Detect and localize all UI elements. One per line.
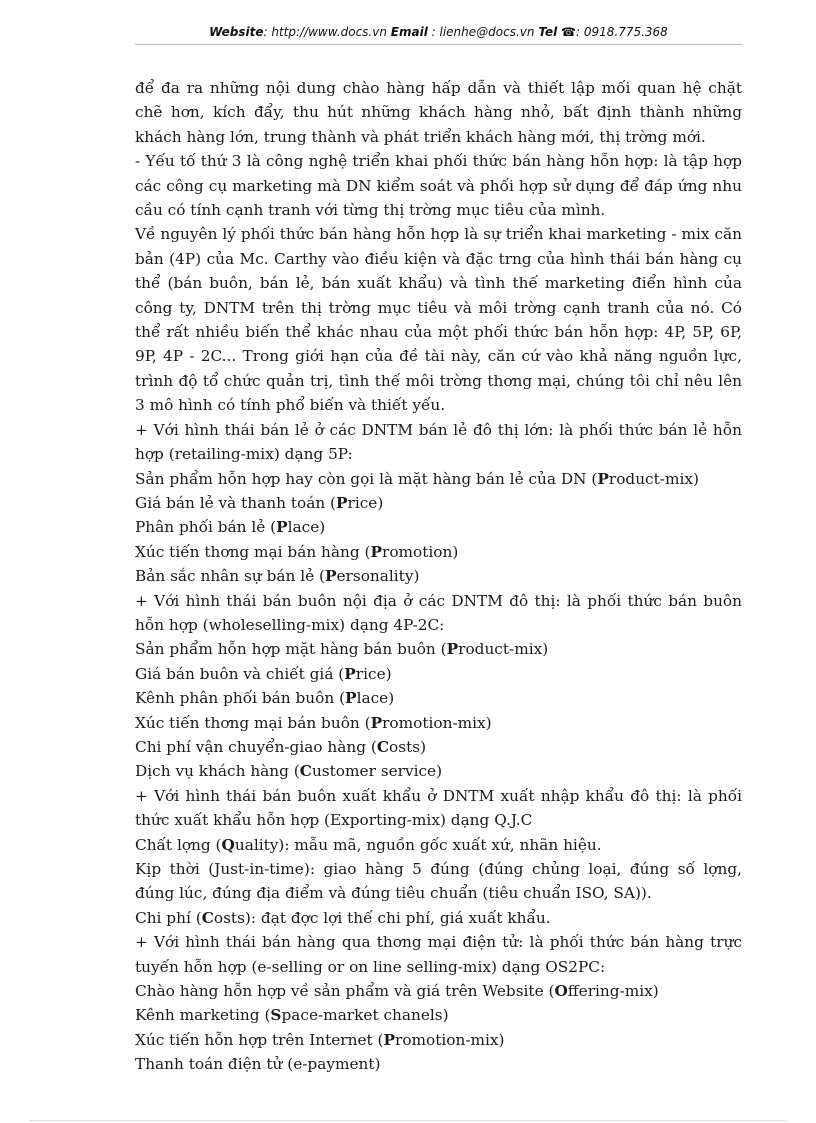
list-item	[135, 540, 742, 564]
list-item-key: C	[201, 908, 214, 927]
list-item-text: lace)	[356, 689, 395, 708]
list-item-key: P	[336, 493, 348, 512]
list-item-text: romotion)	[382, 542, 459, 561]
list-item-text: Xúc tiến thơng mại bán buôn (	[135, 713, 371, 732]
header-divider	[135, 44, 742, 45]
list-item-text: ustomer service)	[311, 762, 443, 781]
list-item-key: C	[299, 762, 312, 781]
list-item-text: Phân phối bán lẻ (	[135, 518, 277, 537]
list-item-text: Xúc tiến thơng mại bán hàng (	[135, 542, 371, 561]
list-item	[135, 637, 742, 661]
list-item-text: Chi phí (	[135, 908, 202, 927]
list-item-text: osts): đạt đợc lợi thế chi phí, giá xuất khẩu.	[213, 908, 551, 927]
list-item-text: Sản phẩm hỗn hợp mặt hàng bán buôn (	[135, 640, 447, 659]
list-item-text: romotion-mix)	[395, 1030, 505, 1049]
page-header	[135, 25, 742, 39]
paragraph: + Với hình thái bán buôn xuất khẩu ở DNTM xuất nhập khẩu đô thị: là phối thức xuất khẩu hỗn hợp (Exporting-mix) dạng Q.J.C	[135, 786, 742, 830]
list-item-text: Kênh phân phối bán buôn (	[135, 689, 346, 708]
list-item	[135, 759, 742, 783]
list-item	[135, 1003, 742, 1027]
list-item-text: Giá bán buôn và chiết giá (	[135, 664, 345, 683]
paragraph: + Với hình thái bán lẻ ở các DNTM bán lẻ đô thị lớn: là phối thức bán lẻ hỗn hợp (retailing-mix) dạng 5P:	[135, 420, 742, 464]
email-label: Email	[390, 25, 428, 39]
document-body	[135, 76, 742, 1077]
list-item-text: Dịch vụ khách hàng (	[135, 762, 300, 781]
list-item-key: P	[370, 713, 383, 732]
list-item-key: P	[324, 567, 337, 586]
list-item	[135, 833, 742, 857]
paragraph: - Yếu tố thứ 3 là công nghệ triển khai phối thức bán hàng hỗn hợp: là tập hợp các công cụ marketing mà DN kiểm soát và phối hợp sử dụng để đáp ứng nhu cầu có tính cạnh tranh với từng thị trờng mục tiêu của mình.	[135, 152, 742, 220]
list-item	[135, 564, 742, 588]
list-item	[135, 686, 742, 710]
list-item-text: rice)	[347, 493, 384, 512]
list-item-text: Chất lợng (	[135, 835, 222, 854]
paragraph: + Với hình thái bán buôn nội địa ở các DNTM đô thị: là phối thức bán buôn hỗn hợp (wholeselling-mix) dạng 4P-2C:	[135, 591, 742, 634]
list-item	[135, 662, 742, 686]
list-item: Thanh toán điện tử (e-payment)	[135, 1055, 381, 1074]
list-item-text: uality): mẫu mã, nguồn gốc xuất xứ, nhãn hiệu.	[234, 835, 602, 854]
list-item-text: romotion-mix)	[382, 713, 492, 732]
list-item-key: P	[446, 640, 459, 659]
paragraph: Về nguyên lý phối thức bán hàng hỗn hợp là sự triển khai marketing - mix căn bản (4P) của Mc. Carthy vào điều kiện và đặc trng của hình thái bán hàng cụ thể (bán buôn, bán lẻ, bán xuất khẩu) và tình thế marketing điển hình của công ty, DNTM trên thị trờng mục tiêu và môi trờng cạnh tranh của nó. Có thể rất nhiều biến thể khác nhau của một phối thức bán hỗn hợp: 4P, 5P, 6P, 9P, 4P - 2C... Trong giới hạn của đề tài này, căn cứ vào khả năng nguồn lực, trình độ tổ chức quản trị, tình thế môi trờng thơng mại, chúng tôi chỉ nêu lên 3 mô hình có tính phổ biến và thiết yếu.	[135, 225, 742, 415]
list-item	[135, 515, 742, 539]
list-item-key: P	[370, 542, 383, 561]
list-item	[135, 711, 742, 735]
list-item-text: ersonality)	[336, 567, 420, 586]
list-item-text: Xúc tiến hỗn hợp trên Internet (	[135, 1030, 384, 1049]
list-item	[135, 979, 742, 1003]
website-label: Website	[209, 25, 264, 39]
website-value: : http://www.docs.vn	[263, 25, 387, 39]
list-item-key: Q	[221, 835, 235, 854]
email-value: : lienhe@docs.vn	[431, 25, 535, 39]
list-item-key: P	[345, 689, 357, 708]
list-item	[135, 491, 742, 515]
list-item-text: Chào hàng hỗn hợp về sản phẩm và giá trên Website (	[135, 982, 555, 1001]
tel-value: : 0918.775.368	[575, 25, 668, 39]
list-item-text: roduct-mix)	[458, 640, 549, 659]
list-item	[135, 467, 742, 491]
list-item: Kịp thời (Just-in-time): giao hàng 5 đúng (đúng chủng loại, đúng số lợng, đúng lúc, đúng địa điểm và đúng tiêu chuẩn (tiêu chuẩn ISO, SA)).	[135, 860, 742, 903]
list-item-text: lace)	[287, 518, 326, 537]
paragraph: để đa ra những nội dung chào hàng hấp dẫn và thiết lập mối quan hệ chặt chẽ hơn, kích đẩy, thu hút những khách hàng nhỏ, bất định thành những khách hàng lớn, trung thành và phát triển khách hàng mới, thị trờng mới.	[135, 79, 742, 146]
list-item-key: P	[597, 469, 609, 488]
list-item-text: rice)	[355, 664, 392, 683]
list-item-key: P	[344, 664, 356, 683]
paragraph: + Với hình thái bán hàng qua thơng mại điện tử: là phối thức bán hàng trực tuyến hỗn hợp (e-selling or on line selling-mix) dạng OS2PC:	[135, 933, 742, 976]
list-item-key: O	[554, 982, 568, 1001]
list-item-text: Kênh marketing (	[135, 1006, 271, 1025]
list-item-text: ffering-mix)	[567, 982, 659, 1001]
list-item	[135, 1028, 742, 1052]
list-item-key: S	[270, 1006, 282, 1025]
tel-label: Tel	[538, 25, 558, 39]
list-item-text: Giá bán lẻ và thanh toán (	[135, 493, 336, 512]
list-item-text: Bản sắc nhân sự bán lẻ (	[135, 567, 325, 586]
list-item	[135, 735, 742, 759]
list-item-text: pace-market chanels)	[281, 1006, 449, 1025]
footer-divider	[30, 1120, 786, 1121]
list-item-key: C	[376, 737, 390, 756]
list-item-text: Sản phẩm hỗn hợp hay còn gọi là mặt hàng bán lẻ của DN (	[135, 469, 598, 488]
list-item-text: Chi phí vận chuyển-giao hàng (	[135, 737, 377, 756]
list-item-key: P	[276, 518, 288, 537]
phone-icon: ☎	[561, 25, 576, 39]
list-item-text: osts)	[389, 737, 427, 756]
list-item-key: P	[383, 1030, 396, 1049]
list-item	[135, 906, 742, 930]
list-item-text: roduct-mix)	[608, 469, 699, 488]
